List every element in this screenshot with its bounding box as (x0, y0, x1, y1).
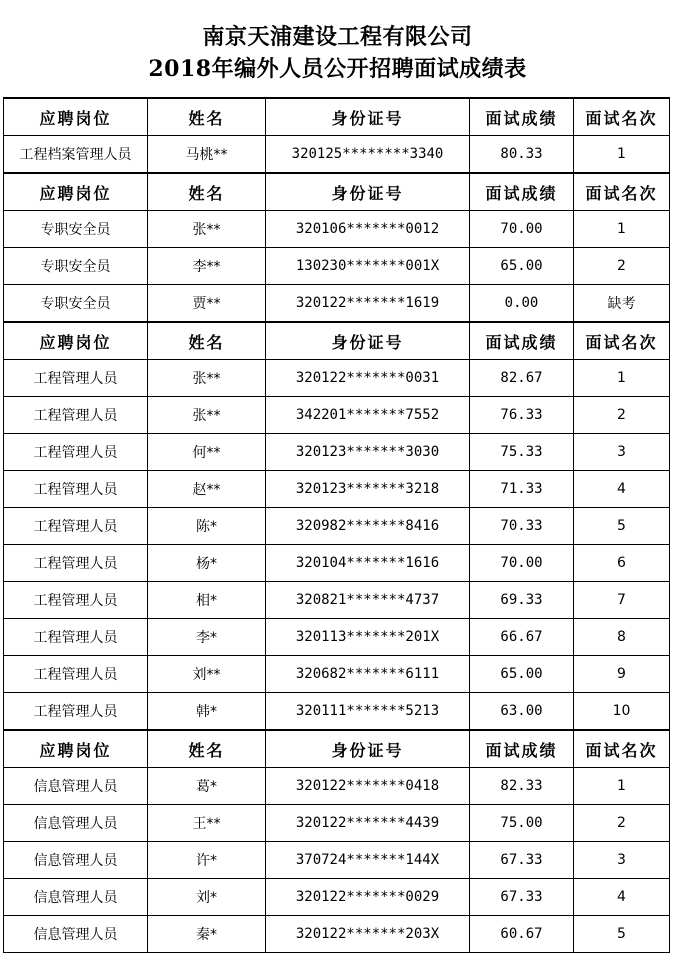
score-cell: 75.33 (470, 434, 574, 471)
position-cell: 工程管理人员 (4, 508, 148, 545)
rank-cell: 4 (574, 879, 670, 916)
id-number-cell: 320682*******6111 (266, 656, 470, 693)
table-row (4, 248, 670, 285)
id-number-cell: 130230*******001X (266, 248, 470, 285)
position-cell: 工程档案管理人员 (4, 136, 148, 174)
header-row (4, 730, 670, 768)
rank-cell: 6 (574, 545, 670, 582)
score-cell: 75.00 (470, 805, 574, 842)
header-rank: 面试名次 (574, 173, 670, 211)
id-number-cell: 320125********3340 (266, 136, 470, 174)
rank-cell: 10 (574, 693, 670, 731)
table-row (4, 211, 670, 248)
table-row (4, 805, 670, 842)
position-cell: 信息管理人员 (4, 768, 148, 805)
score-cell: 67.33 (470, 842, 574, 879)
rank-cell: 7 (574, 582, 670, 619)
name-cell: 杨* (148, 545, 266, 582)
score-cell: 66.67 (470, 619, 574, 656)
score-cell: 70.00 (470, 211, 574, 248)
score-cell: 0.00 (470, 285, 574, 323)
name-cell: 王** (148, 805, 266, 842)
name-cell: 何** (148, 434, 266, 471)
header-row (4, 173, 670, 211)
position-cell: 信息管理人员 (4, 805, 148, 842)
score-cell: 71.33 (470, 471, 574, 508)
table-row (4, 768, 670, 805)
id-number-cell: 320113*******201X (266, 619, 470, 656)
header-id: 身份证号 (266, 173, 470, 211)
position-cell: 专职安全员 (4, 211, 148, 248)
position-cell: 专职安全员 (4, 248, 148, 285)
rank-cell: 4 (574, 471, 670, 508)
id-number-cell: 320982*******8416 (266, 508, 470, 545)
name-cell: 赵** (148, 471, 266, 508)
header-rank: 面试名次 (574, 322, 670, 360)
header-row (4, 98, 670, 136)
id-number-cell: 320122*******0418 (266, 768, 470, 805)
rank-cell: 2 (574, 248, 670, 285)
name-cell: 李* (148, 619, 266, 656)
table-row (4, 693, 670, 731)
header-id: 身份证号 (266, 322, 470, 360)
name-cell: 相* (148, 582, 266, 619)
position-cell: 工程管理人员 (4, 360, 148, 397)
table-row (4, 582, 670, 619)
rank-cell: 3 (574, 434, 670, 471)
header-position: 应聘岗位 (4, 322, 148, 360)
header-name: 姓名 (148, 173, 266, 211)
rank-cell: 3 (574, 842, 670, 879)
id-number-cell: 320122*******0029 (266, 879, 470, 916)
table-row (4, 471, 670, 508)
table-row (4, 285, 670, 323)
rank-cell: 1 (574, 768, 670, 805)
rank-cell: 8 (574, 619, 670, 656)
score-cell: 60.67 (470, 916, 574, 953)
rank-cell: 1 (574, 211, 670, 248)
header-score: 面试成绩 (470, 730, 574, 768)
score-table-body (4, 98, 670, 953)
score-cell: 63.00 (470, 693, 574, 731)
name-cell: 韩* (148, 693, 266, 731)
position-cell: 工程管理人员 (4, 397, 148, 434)
id-number-cell: 320123*******3218 (266, 471, 470, 508)
id-number-cell: 320821*******4737 (266, 582, 470, 619)
position-cell: 信息管理人员 (4, 842, 148, 879)
position-cell: 信息管理人员 (4, 916, 148, 953)
name-cell: 马桃** (148, 136, 266, 174)
company-name: 南京天浦建设工程有限公司 (202, 24, 473, 50)
header-name: 姓名 (148, 730, 266, 768)
name-cell: 刘** (148, 656, 266, 693)
id-number-cell: 320122*******1619 (266, 285, 470, 323)
position-cell: 专职安全员 (4, 285, 148, 323)
score-table (3, 97, 670, 953)
score-cell: 76.33 (470, 397, 574, 434)
table-row (4, 136, 670, 174)
header-id: 身份证号 (266, 730, 470, 768)
header-score: 面试成绩 (470, 322, 574, 360)
id-number-cell: 342201*******7552 (266, 397, 470, 434)
score-cell: 69.33 (470, 582, 574, 619)
position-cell: 工程管理人员 (4, 619, 148, 656)
rank-cell: 1 (574, 360, 670, 397)
table-row (4, 508, 670, 545)
name-cell: 李** (148, 248, 266, 285)
table-row (4, 842, 670, 879)
rank-cell: 2 (574, 397, 670, 434)
table-row (4, 545, 670, 582)
score-cell: 80.33 (470, 136, 574, 174)
id-number-cell: 320104*******1616 (266, 545, 470, 582)
name-cell: 张** (148, 360, 266, 397)
table-row (4, 619, 670, 656)
position-cell: 工程管理人员 (4, 582, 148, 619)
header-id: 身份证号 (266, 98, 470, 136)
name-cell: 张** (148, 397, 266, 434)
header-rank: 面试名次 (574, 730, 670, 768)
score-cell: 67.33 (470, 879, 574, 916)
position-cell: 工程管理人员 (4, 693, 148, 731)
id-number-cell: 320122*******4439 (266, 805, 470, 842)
header-position: 应聘岗位 (4, 173, 148, 211)
id-number-cell: 320123*******3030 (266, 434, 470, 471)
score-cell: 70.33 (470, 508, 574, 545)
score-cell: 82.33 (470, 768, 574, 805)
id-number-cell: 370724*******144X (266, 842, 470, 879)
name-cell: 葛* (148, 768, 266, 805)
rank-cell: 9 (574, 656, 670, 693)
position-cell: 信息管理人员 (4, 879, 148, 916)
header-score: 面试成绩 (470, 98, 574, 136)
table-title: 2018年编外人员公开招聘面试成绩表 (148, 56, 527, 82)
id-number-cell: 320122*******0031 (266, 360, 470, 397)
position-cell: 工程管理人员 (4, 545, 148, 582)
score-cell: 65.00 (470, 656, 574, 693)
id-number-cell: 320106*******0012 (266, 211, 470, 248)
rank-cell: 1 (574, 136, 670, 174)
table-row (4, 916, 670, 953)
table-row (4, 879, 670, 916)
rank-cell: 5 (574, 916, 670, 953)
header-name: 姓名 (148, 322, 266, 360)
header-name: 姓名 (148, 98, 266, 136)
header-rank: 面试名次 (574, 98, 670, 136)
header-position: 应聘岗位 (4, 730, 148, 768)
rank-cell: 缺考 (574, 285, 670, 323)
score-cell: 65.00 (470, 248, 574, 285)
id-number-cell: 320122*******203X (266, 916, 470, 953)
position-cell: 工程管理人员 (4, 434, 148, 471)
name-cell: 秦* (148, 916, 266, 953)
rank-cell: 5 (574, 508, 670, 545)
table-row (4, 656, 670, 693)
score-cell: 82.67 (470, 360, 574, 397)
name-cell: 贾** (148, 285, 266, 323)
name-cell: 张** (148, 211, 266, 248)
rank-cell: 2 (574, 805, 670, 842)
position-cell: 工程管理人员 (4, 656, 148, 693)
name-cell: 许* (148, 842, 266, 879)
header-row (4, 322, 670, 360)
header-position: 应聘岗位 (4, 98, 148, 136)
document-title (0, 0, 675, 97)
score-cell: 70.00 (470, 545, 574, 582)
position-cell: 工程管理人员 (4, 471, 148, 508)
id-number-cell: 320111*******5213 (266, 693, 470, 731)
header-score: 面试成绩 (470, 173, 574, 211)
name-cell: 陈* (148, 508, 266, 545)
table-row (4, 360, 670, 397)
table-row (4, 434, 670, 471)
table-row (4, 397, 670, 434)
name-cell: 刘* (148, 879, 266, 916)
